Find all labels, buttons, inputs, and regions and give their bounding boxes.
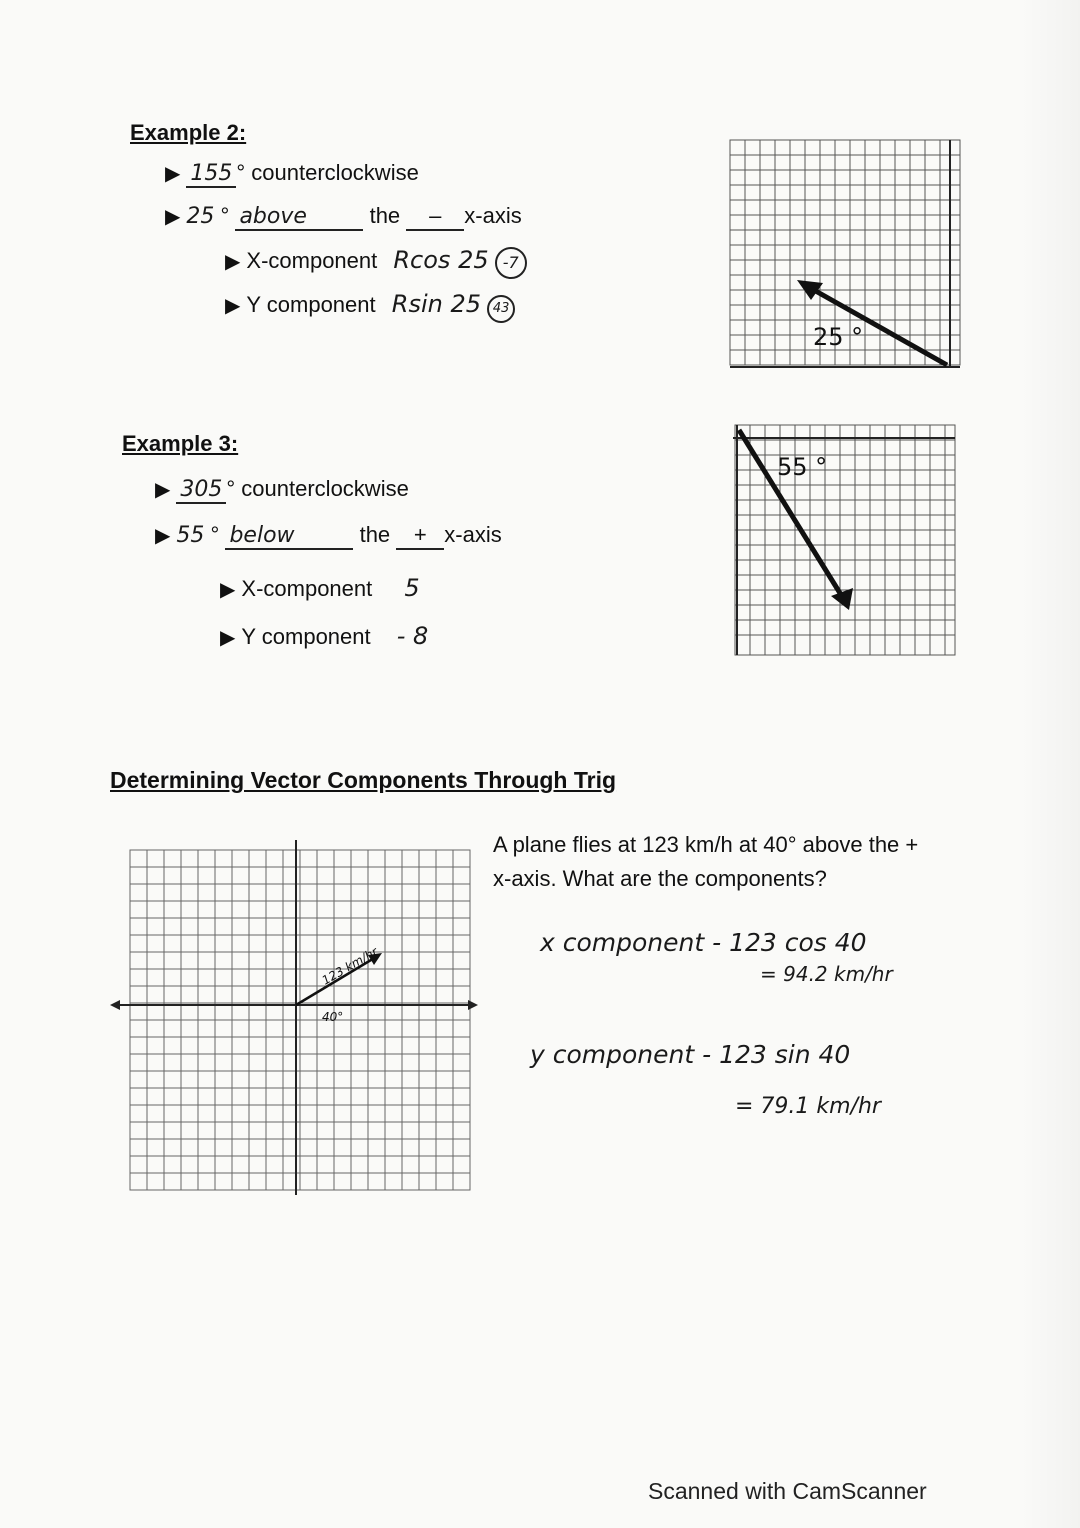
y-component-result: = 79.1 km/hr <box>735 1094 881 1119</box>
bullet-triangle-icon: ▶ <box>155 479 171 501</box>
x-component-result: = 94.2 km/hr <box>760 962 893 986</box>
example2-ref-deg: ° <box>220 203 230 228</box>
example2-angle-line <box>165 160 419 188</box>
problem-line-2: x-axis. What are the components? <box>493 866 827 891</box>
example2-x-value: -7 <box>495 247 527 279</box>
example2-title: Example 2: <box>130 120 247 145</box>
example3-y-value: - 8 <box>396 622 429 650</box>
bullet-triangle-icon: ▶ <box>220 627 236 649</box>
example3-grid <box>735 425 955 655</box>
example2-x-line <box>225 246 527 279</box>
plane-x-axis-left-arrow <box>110 1000 120 1010</box>
example2-y-expr: Rsin 25 <box>391 290 481 318</box>
x-component-line: x component - 123 cos 40 <box>540 928 867 957</box>
bullet-triangle-icon: ▶ <box>225 295 241 317</box>
example2-x-expr: Rcos 25 <box>393 246 489 274</box>
plane-graph <box>110 835 480 1205</box>
example3-y-label: Y component <box>241 624 371 649</box>
example3-angle-line <box>155 476 409 504</box>
section-heading: Determining Vector Components Through Trig <box>110 767 617 793</box>
example3-angle-text: ° counterclockwise <box>226 476 409 501</box>
example2-y-label: Y component <box>246 292 376 317</box>
example2-y-value: 43 <box>487 295 515 323</box>
scan-shadow <box>1020 0 1080 1528</box>
plane-x-axis-right-arrow <box>468 1000 478 1010</box>
bullet-triangle-icon: ▶ <box>165 163 181 185</box>
example3-graph <box>725 420 960 660</box>
example3-x-label: X-component <box>241 576 373 601</box>
example3-vector-arrowhead <box>831 588 853 610</box>
example2-the: the <box>369 203 401 228</box>
example2-x-label: X-component <box>246 248 378 273</box>
footer-scanner-text: Scanned with CamScanner <box>648 1478 927 1504</box>
example2-angle-value: 155 <box>186 161 236 188</box>
bullet-triangle-icon: ▶ <box>155 525 171 547</box>
example3-ref-value: 55 <box>176 523 205 548</box>
example3-title: Example 3: <box>122 431 239 456</box>
example2-graph <box>725 135 965 375</box>
example2-axis-text: x-axis <box>464 203 522 228</box>
example3-axis-sign: + <box>396 522 444 550</box>
example3-ref-relation: below <box>225 523 353 550</box>
y-component-line: y component - 123 sin 40 <box>530 1040 851 1069</box>
example2-graph-angle: 25 ° <box>813 323 864 351</box>
example2-angle-text: ° counterclockwise <box>236 160 419 185</box>
example3-x-line <box>220 574 420 602</box>
bullet-triangle-icon: ▶ <box>220 579 236 601</box>
plane-vector-label: 123 km/hr <box>319 944 381 988</box>
problem-line-1: A plane flies at 123 km/h at 40° above the + <box>493 832 919 857</box>
example2-ref-relation: above <box>235 204 363 231</box>
plane-angle-label: 40° <box>322 1010 344 1024</box>
example3-axis-text: x-axis <box>444 522 502 547</box>
example2-axis-sign: – <box>406 203 464 231</box>
example2-ref-value: 25 <box>186 204 215 229</box>
bullet-triangle-icon: ▶ <box>165 206 181 228</box>
example3-the: the <box>359 522 391 547</box>
plane-grid <box>130 850 470 1190</box>
example3-ref-deg: ° <box>210 522 220 547</box>
example3-x-value: 5 <box>404 574 420 602</box>
example3-graph-angle: 55 ° <box>777 453 828 481</box>
example3-ref-line <box>155 522 502 550</box>
example2-y-line <box>225 290 515 323</box>
example3-angle-value: 305 <box>176 477 226 504</box>
example3-y-line <box>220 622 428 650</box>
example2-ref-line <box>165 203 522 231</box>
bullet-triangle-icon: ▶ <box>225 251 241 273</box>
